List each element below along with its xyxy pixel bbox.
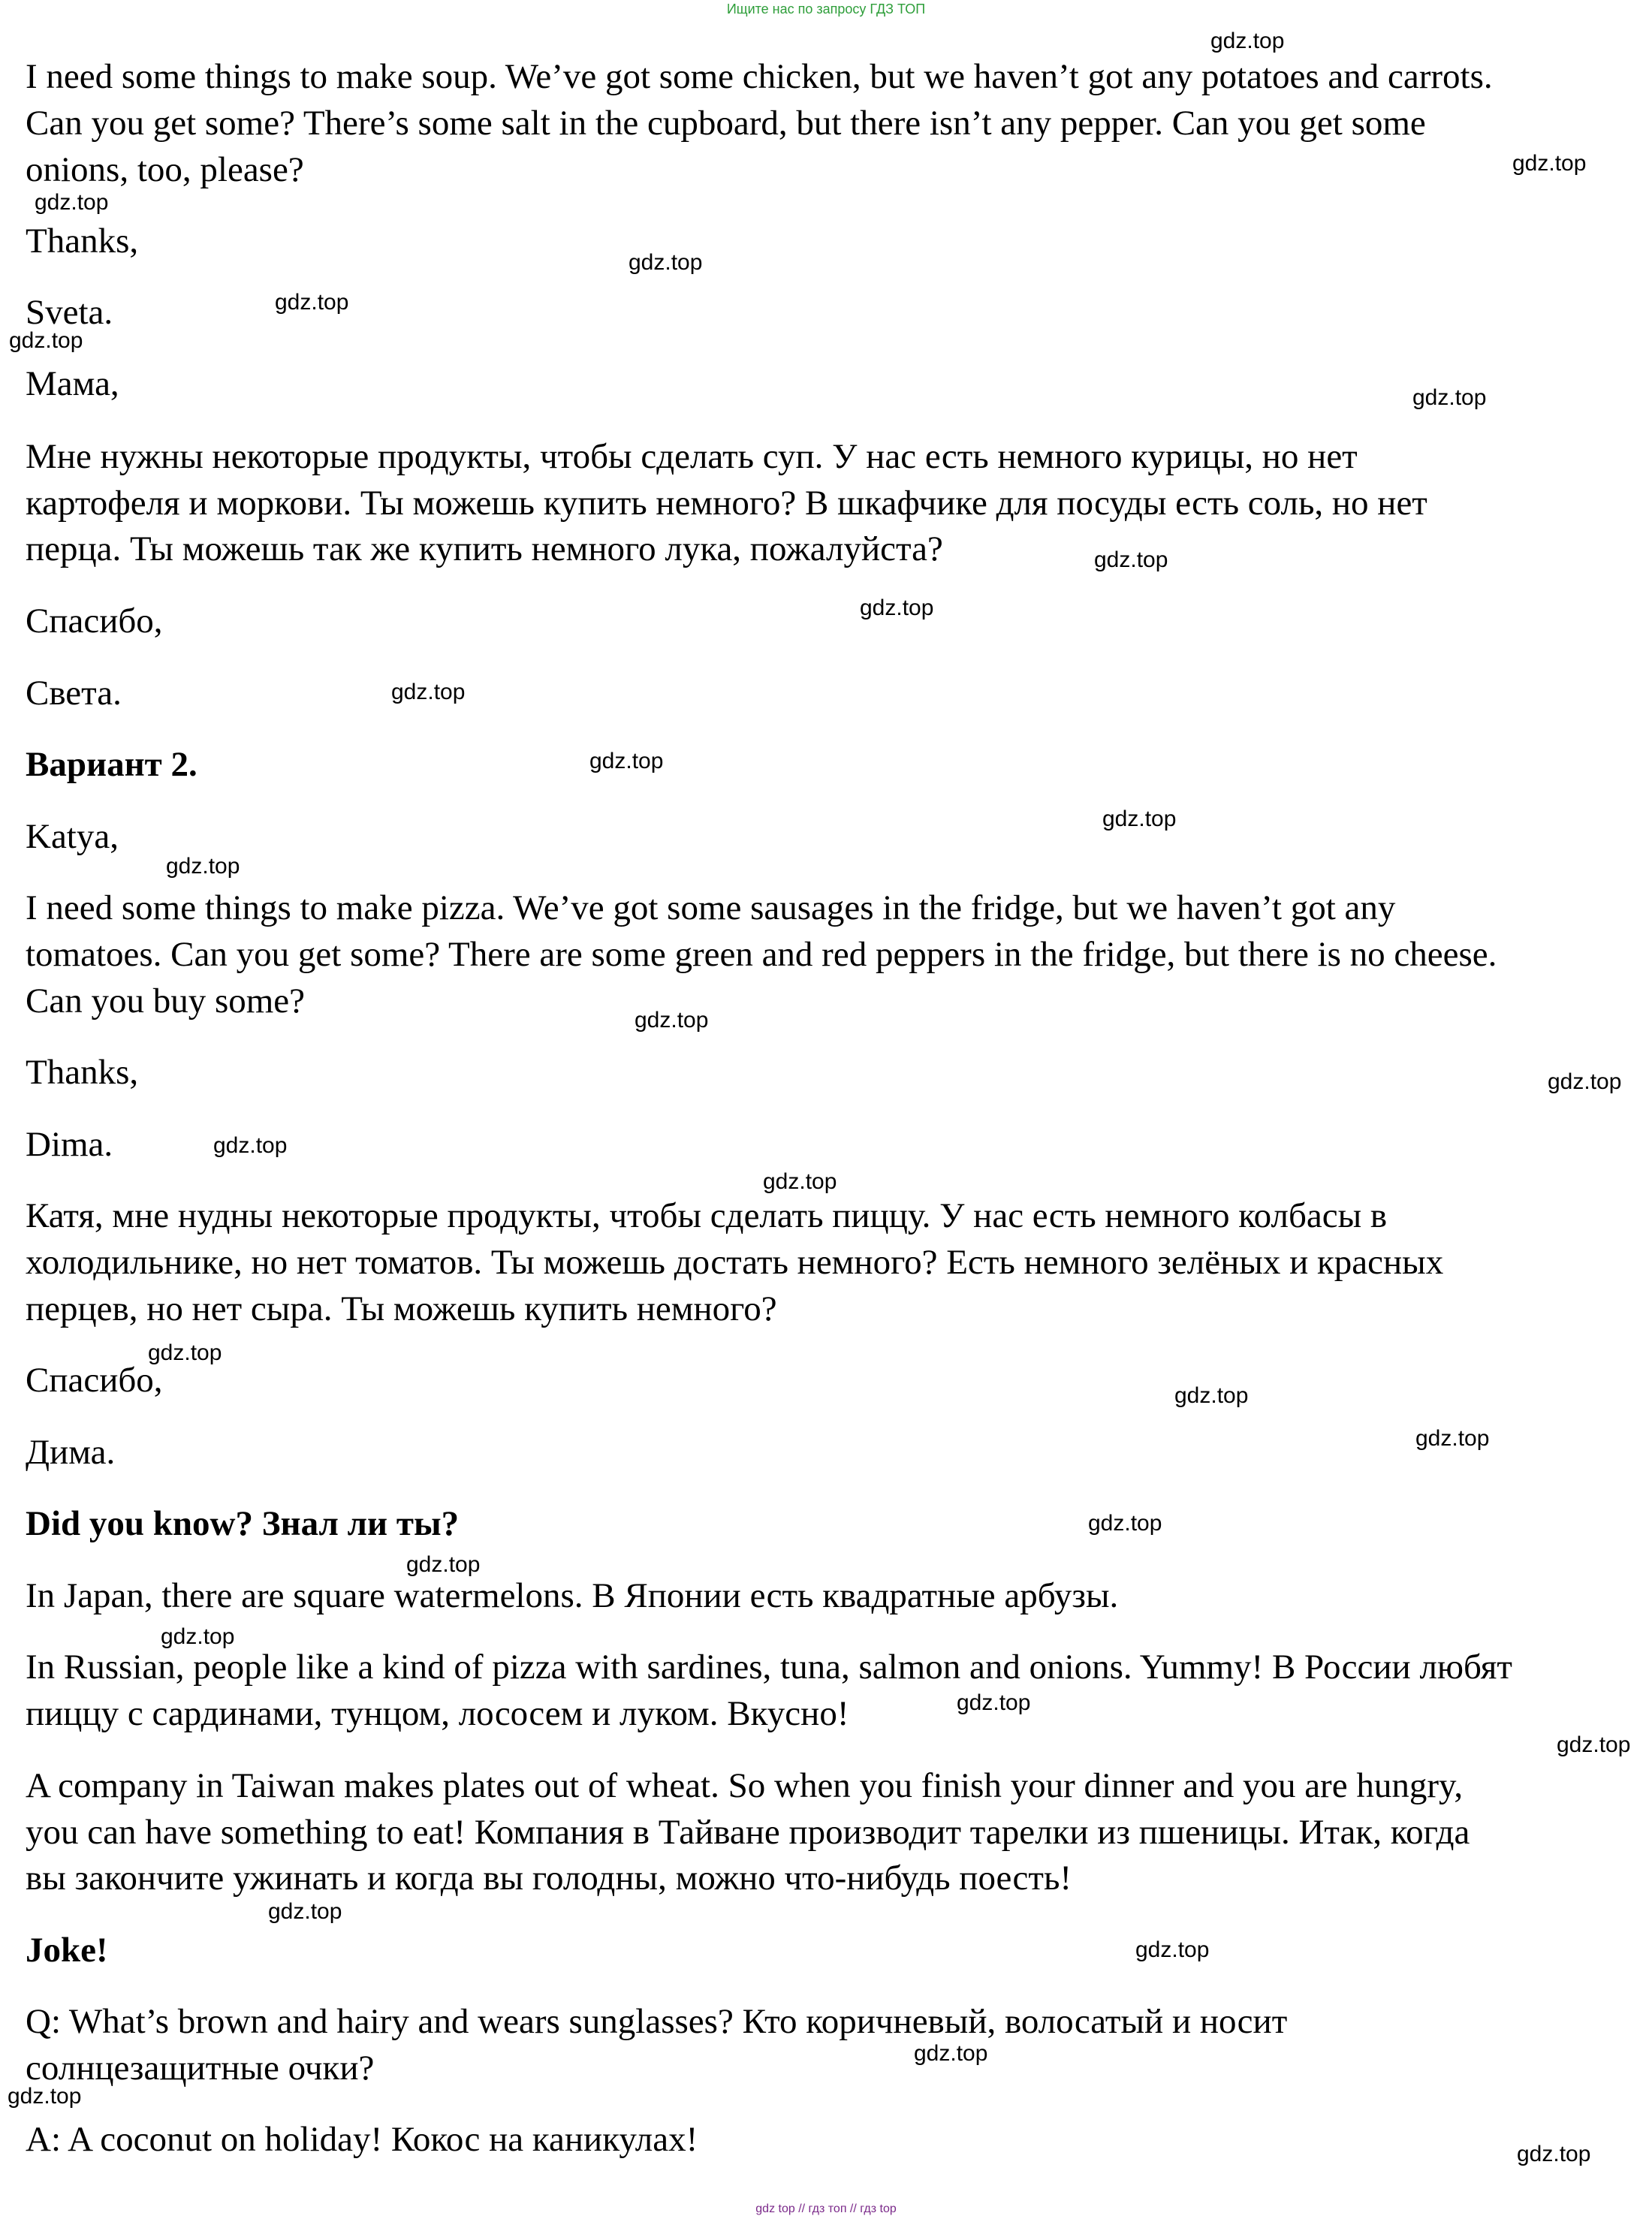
watermark: gdz.top	[148, 1340, 222, 1365]
watermark: gdz.top	[629, 250, 703, 275]
watermark: gdz.top	[1412, 385, 1487, 410]
text-line: Can you get some? There’s some salt in the cupboard, but there isn’t any pepper. Can you get some	[26, 104, 1426, 143]
text-line: вы закончите ужинать и когда вы голодны, можно что-нибудь поесть!	[26, 1859, 1072, 1898]
watermark: gdz.top	[9, 328, 83, 353]
text-line: Мама,	[26, 364, 119, 403]
watermark: gdz.top	[1517, 2142, 1591, 2166]
watermark: gdz.top	[763, 1169, 837, 1194]
text-line: In Russian, people like a kind of pizza with sardines, tuna, salmon and onions. Yummy! В России любят	[26, 1648, 1512, 1687]
text-line: перцев, но нет сыра. Ты можешь купить немного?	[26, 1289, 777, 1328]
text-line: Q: What’s brown and hairy and wears sunglasses? Кто коричневый, волосатый и носит	[26, 2002, 1288, 2041]
watermark: gdz.top	[391, 680, 466, 704]
text-line: солнцезащитные очки?	[26, 2049, 375, 2088]
text-line: In Japan, there are square watermelons. В Японии есть квадратные арбузы.	[26, 1576, 1119, 1615]
text-line: Thanks,	[26, 222, 139, 261]
watermark: gdz.top	[275, 290, 349, 315]
text-line: I need some things to make soup. We’ve got some chicken, but we haven’t got any potatoes and carrots.	[26, 57, 1493, 96]
watermark: gdz.top	[213, 1133, 288, 1158]
watermark: gdz.top	[8, 2084, 82, 2109]
watermark: gdz.top	[1094, 547, 1168, 572]
watermark: gdz.top	[1548, 1069, 1622, 1094]
text-line: tomatoes. Can you get some? There are some green and red peppers in the fridge, but there is no cheese.	[26, 935, 1497, 974]
watermark: gdz.top	[268, 1899, 342, 1924]
text-line: холодильнике, но нет томатов. Ты можешь достать немного? Есть немного зелёных и красных	[26, 1243, 1444, 1282]
bottom-banner: gdz top // гдз топ // гдз top	[755, 2202, 897, 2215]
text-line: A company in Taiwan makes plates out of wheat. So when you finish your dinner and you are hungry,	[26, 1766, 1464, 1805]
text-line: Спасибо,	[26, 601, 163, 641]
watermark: gdz.top	[166, 854, 240, 879]
text-line: перца. Ты можешь так же купить немного лука, пожалуйста?	[26, 529, 943, 568]
watermark: gdz.top	[860, 595, 934, 620]
watermark: gdz.top	[1135, 1937, 1210, 1962]
watermark: gdz.top	[957, 1690, 1031, 1715]
text-line: Sveta.	[26, 293, 113, 332]
text-line: you can have something to eat! Компания в Тайване производит тарелки из пшеницы. Итак, когда	[26, 1813, 1470, 1852]
text-line: пиццу с сардинами, тунцом, лососем и луком. Вкусно!	[26, 1694, 849, 1733]
section-heading: Joke!	[26, 1931, 108, 1970]
watermark: gdz.top	[635, 1008, 709, 1033]
text-line: Света.	[26, 674, 122, 713]
text-line: Thanks,	[26, 1053, 139, 1092]
text-line: Dima.	[26, 1125, 113, 1164]
watermark: gdz.top	[1210, 29, 1285, 53]
text-line: Can you buy some?	[26, 981, 306, 1021]
watermark: gdz.top	[914, 2041, 988, 2066]
top-banner: Ищите нас по запросу ГДЗ ТОП	[726, 2, 926, 17]
watermark: gdz.top	[1557, 1732, 1631, 1757]
watermark: gdz.top	[35, 190, 109, 215]
text-line: A: A coconut on holiday! Кокос на каникулах!	[26, 2120, 698, 2159]
text-line: Спасибо,	[26, 1361, 163, 1400]
watermark: gdz.top	[1102, 807, 1177, 831]
text-line: onions, too, please?	[26, 150, 304, 189]
text-line: Мне нужны некоторые продукты, чтобы сделать суп. У нас есть немного курицы, но нет	[26, 437, 1358, 476]
section-heading: Did you know? Знал ли ты?	[26, 1504, 460, 1543]
text-line: Katya,	[26, 817, 119, 856]
text-line: Дима.	[26, 1433, 116, 1472]
watermark: gdz.top	[161, 1624, 235, 1649]
watermark: gdz.top	[1174, 1383, 1249, 1408]
section-heading: Вариант 2.	[26, 745, 197, 784]
watermark: gdz.top	[406, 1552, 481, 1577]
watermark: gdz.top	[1088, 1511, 1162, 1536]
watermark: gdz.top	[589, 749, 664, 773]
watermark: gdz.top	[1512, 151, 1587, 176]
text-line: картофеля и моркови. Ты можешь купить немного? В шкафчике для посуды есть соль, но нет	[26, 484, 1427, 523]
watermark: gdz.top	[1415, 1426, 1490, 1451]
text-line: I need some things to make pizza. We’ve got some sausages in the fridge, but we haven’t got any	[26, 888, 1396, 927]
text-line: Катя, мне нудны некоторые продукты, чтобы сделать пиццу. У нас есть немного колбасы в	[26, 1196, 1388, 1235]
